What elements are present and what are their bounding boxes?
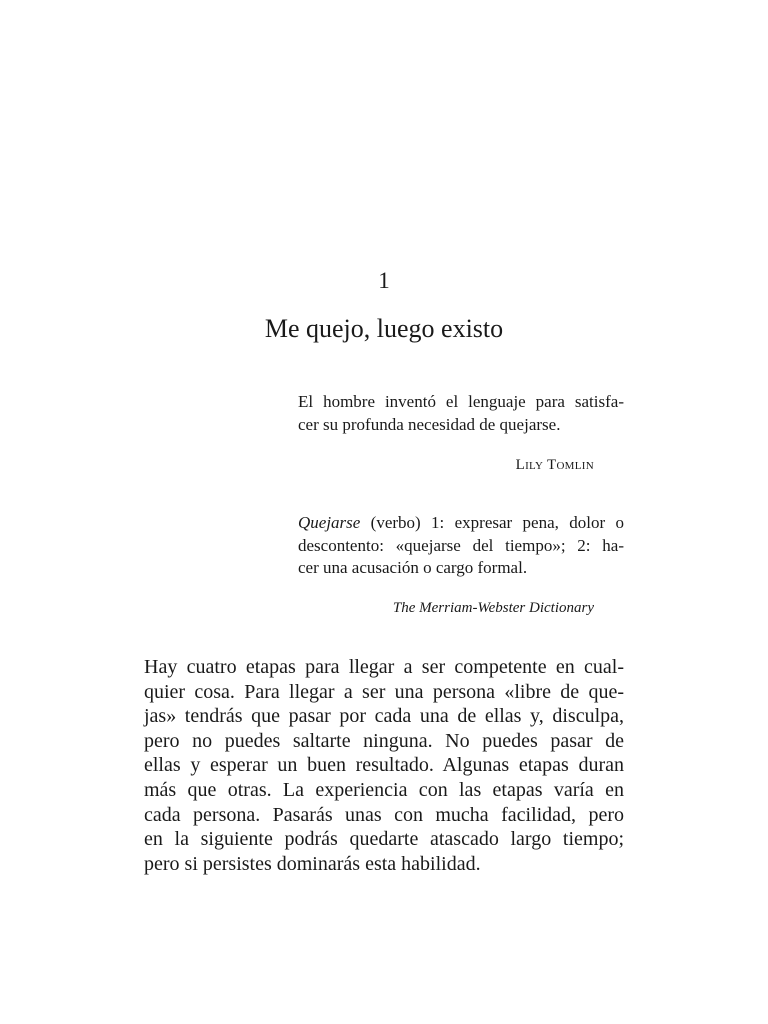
- body-line: más que otras. La experiencia con las etapas varía en: [144, 778, 624, 801]
- epigraph-definition: [298, 512, 624, 580]
- body-line: pero no puedes saltarte ninguna. No puedes pasar de: [144, 729, 624, 752]
- epigraph-line: El hombre inventó el lenguaje para satisfa-: [298, 392, 624, 411]
- chapter-title: Me quejo, luego existo: [264, 314, 504, 343]
- definition-text: (verbo) 1: expresar pena, dolor o: [360, 513, 624, 532]
- body-line: pero si persistes dominarás esta habilidad.: [144, 852, 481, 875]
- body-line: jas» tendrás que pasar por cada una de ellas y, disculpa,: [144, 705, 624, 728]
- definition-line: [298, 512, 624, 535]
- definition-source: The Merriam-Webster Dictionary: [392, 600, 594, 616]
- body-line: quier cosa. Para llegar a ser una persona «libre de que-: [144, 680, 624, 703]
- body-line: ellas y esperar un buen resultado. Algunas etapas duran: [144, 754, 624, 777]
- body-line: en la siguiente podrás quedarte atascado largo tiempo;: [144, 828, 624, 851]
- chapter-number: 1: [378, 268, 390, 293]
- epigraph-quote: [298, 391, 624, 436]
- body-line: cada persona. Pasarás unas con mucha facilidad, pero: [144, 803, 624, 826]
- epigraph-attribution: Lily Tomlin: [515, 457, 594, 473]
- defined-term: Quejarse: [298, 513, 361, 532]
- body-paragraph: [144, 655, 624, 876]
- definition-line: cer una acusación o cargo formal.: [298, 558, 528, 577]
- definition-line: descontento: «quejarse del tiempo»; 2: ha-: [298, 535, 624, 555]
- epigraph-line: cer su profunda necesidad de quejarse.: [298, 414, 561, 434]
- body-line: Hay cuatro etapas para llegar a ser competente en cual-: [144, 656, 624, 678]
